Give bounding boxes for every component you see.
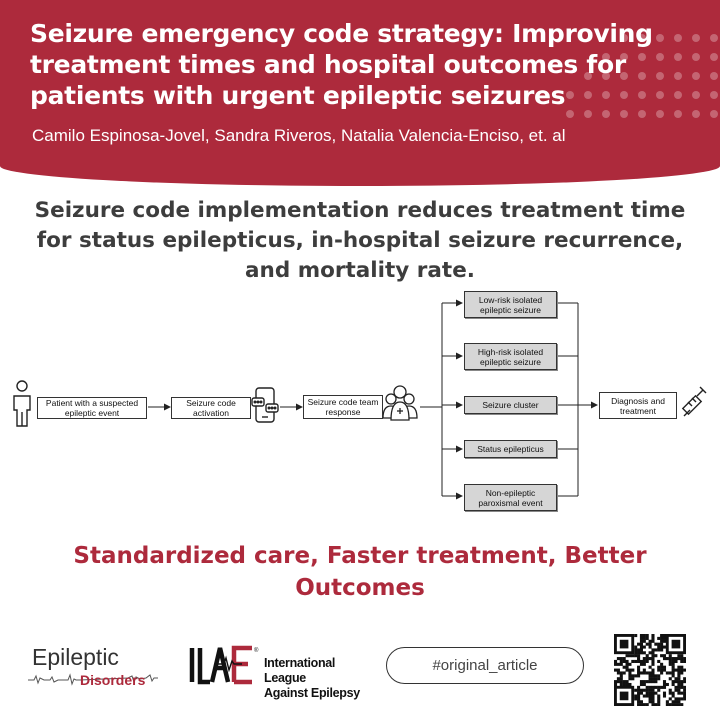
journal-word-2: Disorders — [80, 672, 146, 688]
node-status-epilepticus: Status epilepticus — [464, 440, 557, 458]
node-team-response: Seizure code team response — [303, 395, 383, 419]
syringe-icon — [683, 387, 706, 416]
header-banner — [0, 0, 720, 186]
epileptic-disorders-logo — [28, 644, 168, 708]
ilae-mark — [188, 642, 262, 686]
ilae-logo — [188, 642, 378, 702]
node-activation: Seizure code activation — [171, 397, 251, 419]
node-diagnosis: Diagnosis and treatment — [599, 392, 677, 419]
key-finding-text: Seizure code implementation reduces treatment time for status epilepticus, in-hospital seizure recurrence, and mortality rate. — [34, 198, 686, 283]
tagline: Standardized care, Faster treatment, Better Outcomes — [73, 543, 647, 601]
page-title: Seizure emergency code strategy: Improving treatment times and hospital outcomes for patients with urgent epileptic seizures — [30, 19, 653, 110]
footer — [0, 620, 720, 720]
node-non-epileptic: Non-epileptic paroxismal event — [464, 484, 557, 511]
phone-chat-icon — [252, 388, 278, 422]
node-patient: Patient with a suspected epileptic event — [37, 397, 147, 419]
node-seizure-cluster: Seizure cluster — [464, 396, 557, 414]
seizure-code-flowchart — [0, 286, 720, 526]
hashtag-badge: #original_article — [386, 647, 584, 684]
medical-team-icon — [383, 386, 417, 420]
svg-text:®: ® — [254, 648, 259, 654]
node-low-risk: Low-risk isolated epileptic seizure — [464, 291, 557, 318]
node-high-risk: High-risk isolated epileptic seizure — [464, 343, 557, 370]
ilae-name: International League Against Epilepsy — [264, 656, 360, 700]
qr-code-icon[interactable] — [614, 634, 686, 706]
person-icon — [14, 381, 30, 426]
authors-line: Camilo Espinosa-Jovel, Sandra Riveros, Natalia Valencia-Enciso, et. al — [32, 126, 566, 145]
journal-word-1: Epileptic — [32, 644, 119, 670]
